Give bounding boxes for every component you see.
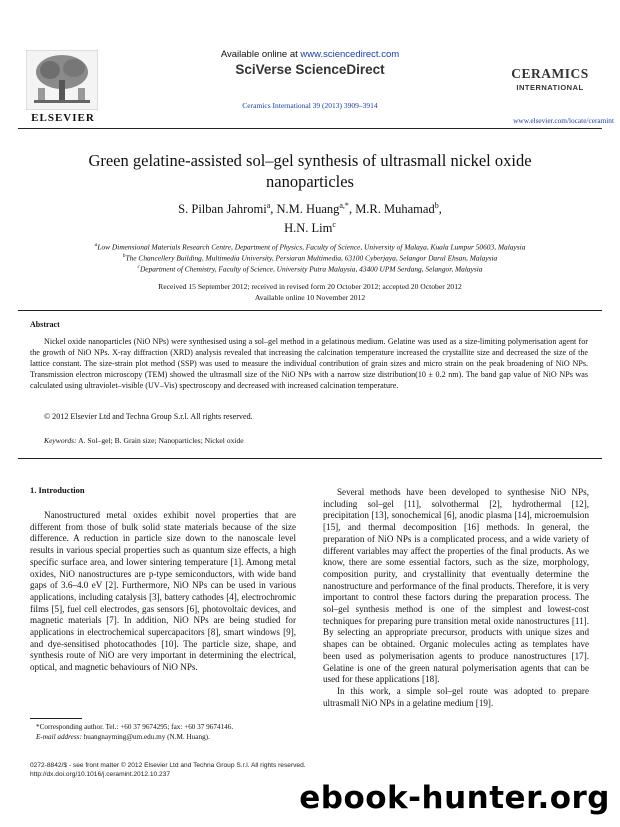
journal-logo-title: CERAMICS xyxy=(511,66,589,81)
affiliation-text: The Chancellery Building, Multimedia University, Persiaran Multimedia, 63100 Cyberjaya, Selangor Darul Ehsan, Malaysia xyxy=(125,253,498,263)
watermark: ebook-hunter.org xyxy=(299,780,610,816)
front-matter-line: 0272-8842/$ - see front matter © 2012 Elsevier Ltd and Techna Group S.r.l. All rights reserved. xyxy=(30,762,306,769)
abstract-heading: Abstract xyxy=(30,320,60,329)
header-rule xyxy=(18,128,602,129)
footnote xyxy=(36,722,233,742)
left-column xyxy=(30,510,296,674)
available-prefix: Available online at xyxy=(220,49,301,60)
author-name: S. Pilban Jahromi xyxy=(178,202,267,217)
methods-paragraph: Several methods have been developed to synthesise NiO NPs, including sol–gel [11], solvothermal [2], hydrothermal [12], precipitation [13], sonochemical [6], anodic plasma [14], microemulsion [15], and thermal decomposition [16] methods. In general, the preparation of NiO NPs is a complicated process, and a wide variety of different variables may affect the properties of the final products. As we know, there are some essential factors, such as the size, morphology, composition purity, and crystallinity that eventually determine the nanostructure and performance of the final products. Therefore, it is very important to control these factors during the preparation process. The sol–gel synthesis method is one of the simplest and lowest-cost techniques for preparing pure transition metal oxide nanostructures [11]. By selecting an appropriate precursor, products with unique sizes and shapes can be obtained. Organic molecules acting as templates have been used as polymerisation agents to produce nanostructures [17]. Gelatine is one of the green natural polymerisation agents that can be used for these applications [18]. xyxy=(323,487,589,685)
keywords-list: A. Sol–gel; B. Grain size; Nanoparticles; Nickel oxide xyxy=(78,436,244,445)
corresponding-author: *Corresponding author. Tel.: +60 37 9674295; fax: +60 37 9674146. xyxy=(36,723,234,731)
article-title: Green gelatine-assisted sol–gel synthesis of ultrasmall nickel oxide nanoparticles xyxy=(88,151,532,191)
elsevier-tree-logo xyxy=(26,50,98,110)
copyright-line: © 2012 Elsevier Ltd and Techna Group S.r.l. All rights reserved. xyxy=(44,412,253,421)
email-address[interactable]: huangnayming@um.edu.my (N.M. Huang). xyxy=(81,733,210,741)
email-label: E-mail address: xyxy=(36,733,82,741)
available-online xyxy=(160,49,460,60)
affiliation-sup: b xyxy=(122,253,126,259)
affiliation-sup: c xyxy=(137,264,140,270)
keywords-label: Keywords: xyxy=(44,436,77,445)
right-column xyxy=(323,487,589,709)
journal-reference-link[interactable]: Ceramics International 39 (2013) 3909–3914 xyxy=(242,101,378,110)
journal-url-link[interactable]: www.elsevier.com/locate/ceramint xyxy=(513,116,614,125)
affiliation-sup: a xyxy=(94,242,98,248)
author-name: N.M. Huang xyxy=(276,202,340,217)
email-line xyxy=(36,732,233,742)
doi-link[interactable]: http://dx.doi.org/10.1016/j.ceramint.2012.10.237 xyxy=(30,771,171,778)
received-dates: Received 15 September 2012; received in revised form 20 October 2012; accepted 20 October 2012 xyxy=(158,282,462,291)
author-sup: a xyxy=(266,201,271,210)
author-sup: c xyxy=(332,220,336,230)
available-date: Available online 10 November 2012 xyxy=(254,293,366,302)
footnote-rule xyxy=(30,718,82,719)
author-name: H.N. Lim xyxy=(284,221,333,236)
tree-icon xyxy=(26,50,98,110)
journal-logo-subtitle: INTERNATIONAL xyxy=(516,83,584,92)
intro-paragraph: Nanostructured metal oxides exhibit novel properties that are different from those of bulk solid state materials because of the size difference. A reduction in particle size down to the nanoscale level results in various special properties such as quantum size effects, a high specific surface area, and lower sintering temperature [1]. Among metal oxides, NiO nanostructures are p-type semiconductors, with wide band gaps of 3.6–4.0 eV [2]. Furthermore, NiO NPs can be used in various applications, including catalysis [3], battery cathodes [4], electrochromic films [5], fuel cell electrodes, gas sensors [6], photovoltaic devices, and magnetic materials [7]. In addition, NiO NPs are being studied for applications in electrochemical supercapacitors [8], smart windows [9], and dye-sensitised photocathodes [10]. The particle size, shape, and synthesis route of NiO are very important in determining the electrical, optical, and magnetic behaviours of NiO NPs. xyxy=(30,510,296,673)
abstract-top-rule xyxy=(18,310,602,311)
affiliation-text: Low Dimensional Materials Research Centre, Department of Physics, Faculty of Science, University of Malaya, Kuala Lumpur 50603, Malaysia xyxy=(97,242,526,252)
abstract-bottom-rule xyxy=(18,458,602,459)
keywords xyxy=(44,436,244,445)
abstract-text: Nickel oxide nanoparticles (NiO NPs) were synthesised using a sol–gel method in a gelatinous medium. Gelatine was used as a size-limiting polymerisation agent for the growth of NiO NPs. X-ray diffraction (XRD) analysis revealed that increasing the calcination temperature increased the crystallite size and decreased the size of the lattice constant. The size-strain plot method (SSP) was used to measure the individual contribution of grain sizes and micro strain on the peak broadening of NiO NPs. Transmission electron microscopy (TEM) showed the ultrasmall size of the NiO NPs with a narrow size distribution(10 ± 0.2 nm). The band gap value of NiO NPs was calculated using ultraviolet–visible (UV–Vis) spectroscopy and decreased with increased calcination temperature. xyxy=(30,337,588,390)
author-name: M.R. Muhamad xyxy=(355,202,435,217)
section-heading-introduction: 1. Introduction xyxy=(30,485,85,495)
this-work-paragraph: In this work, a simple sol–gel route was adopted to prepare ultrasmall NiO NPs in a gelatine medium [19]. xyxy=(323,685,589,708)
sciverse-logo: SciVerse ScienceDirect xyxy=(235,62,385,77)
affiliation-c xyxy=(30,262,590,274)
author-sup: b xyxy=(434,201,439,210)
publisher-logo-text: ELSEVIER xyxy=(31,112,95,124)
article-dates xyxy=(60,281,560,303)
page-footer xyxy=(30,761,306,779)
affiliation-text: Department of Chemistry, Faculty of Science, University Putra Malaysia, 43400 UPM Serdang, Selangor, Malaysia xyxy=(139,264,483,274)
author-list: S. Pilban Jahromi$^a$, N.M. Huang$^{a,*}$, M.R. Muhamad$^b$, H.N. Lim$^c$ xyxy=(178,201,442,236)
author-sup[interactable]: a,* xyxy=(339,201,349,210)
sciencedirect-link[interactable]: www.sciencedirect.com xyxy=(300,49,400,60)
